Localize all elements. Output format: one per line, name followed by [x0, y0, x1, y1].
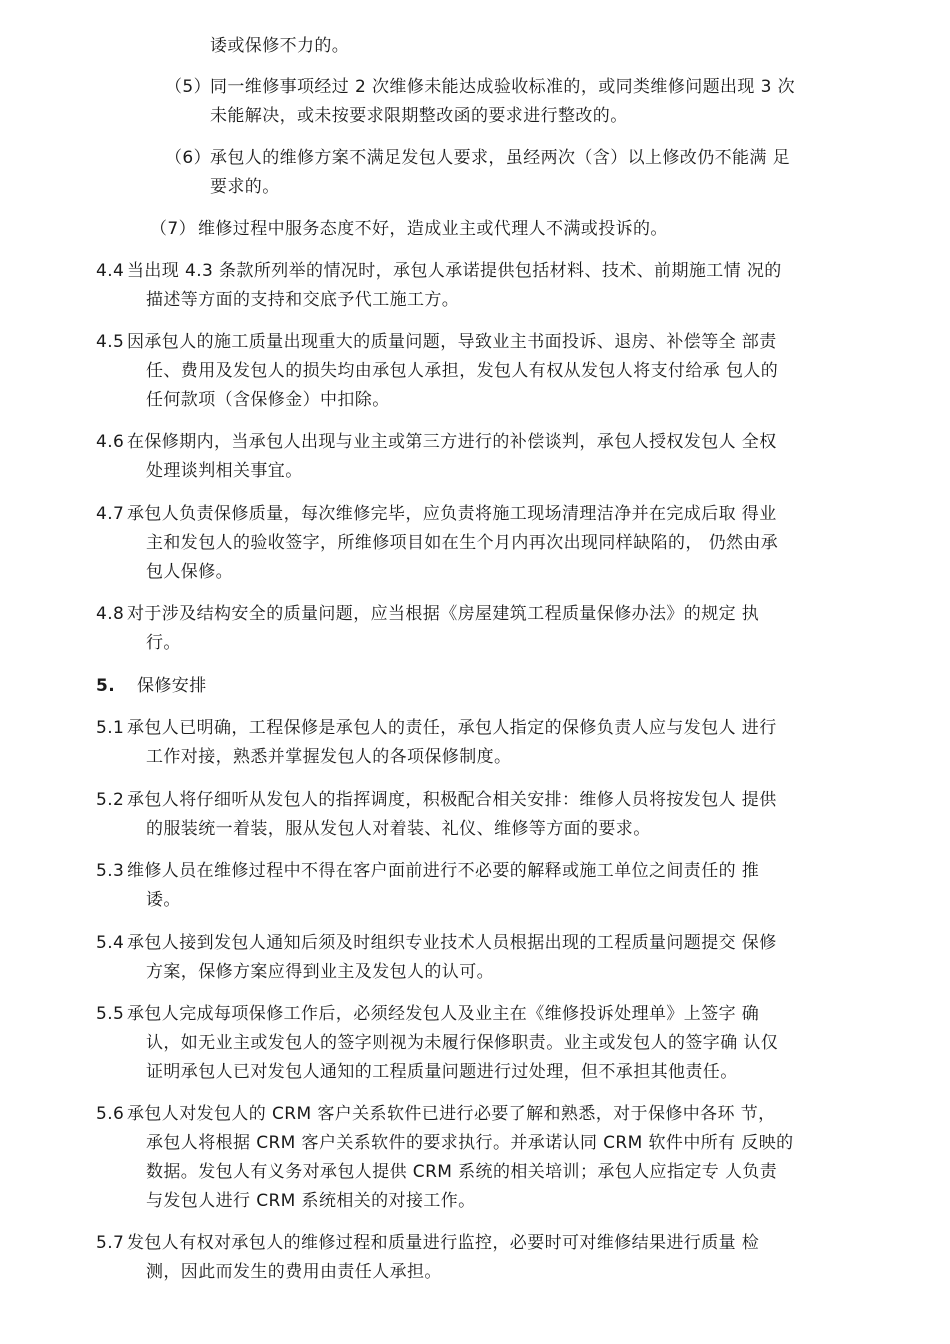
section-5-6-line-3: 数据。发包人有义务对承包人提供 CRM 系统的相关培训；承包人应指定专 人负责: [146, 1162, 778, 1182]
section-5-6-line-1: 承包人对发包人的 CRM 客户关系软件已进行必要了解和熟悉，对于保修中各环 节，: [127, 1104, 776, 1124]
section-5-5-line-2: 认，如无业主或发包人的签字则视为未履行保修职责。业主或发包人的签字确 认仅: [146, 1033, 779, 1053]
section-5-5-line-3: 证明承包人已对发包人通知的工程质量问题进行过处理，但不承担其他责任。: [146, 1062, 738, 1082]
list-item-5-number: （5）: [165, 77, 212, 97]
section-5-3-line-1: 维修人员在维修过程中不得在客户面前进行不必要的解释或施工单位之间责任的 推: [127, 861, 760, 881]
section-4-5-line-2: 任、费用及发包人的损失均由承包人承担，发包人有权从发包人将支付给承 包人的: [146, 361, 779, 381]
list-item-5-line-2: 未能解决，或未按要求限期整改函的要求进行整改的。: [210, 106, 628, 126]
section-4-5-line-1: 因承包人的施工质量出现重大的质量问题，导致业主书面投诉、退房、补偿等全 部责: [127, 332, 777, 352]
section-4-6-line-1: 在保修期内，当承包人出现与业主或第三方进行的补偿谈判，承包人授权发包人 全权: [127, 432, 777, 452]
list-item-6-number: （6）: [165, 148, 212, 168]
section-5-2-line-1: 承包人将仔细听从发包人的指挥调度，积极配合相关安排：维修人员将按发包人 提供: [127, 790, 777, 810]
section-5-4-number: 5.4: [96, 933, 125, 953]
section-5-7-line-1: 发包人有权对承包人的维修过程和质量进行监控，必要时可对维修结果进行质量 检: [127, 1233, 760, 1253]
section-4-6-line-2: 处理谈判相关事宜。: [146, 461, 303, 481]
section-5-3-line-2: 诿。: [146, 890, 181, 910]
section-5-3-number: 5.3: [96, 861, 125, 881]
section-5-1-number: 5.1: [96, 718, 125, 738]
list-item-6-line-1: 承包人的维修方案不满足发包人要求，虽经两次（含）以上修改仍不能满 足: [210, 148, 791, 168]
section-4-4-line-1: 当出现 4.3 条款所列举的情况时，承包人承诺提供包括材料、技术、前期施工情 况的: [127, 261, 782, 281]
section-5-4-line-2: 方案，保修方案应得到业主及发包人的认可。: [146, 962, 494, 982]
section-4-4-number: 4.4: [96, 261, 125, 281]
section-4-8-line-2: 行。: [146, 633, 181, 653]
section-5-7-number: 5.7: [96, 1233, 125, 1253]
section-5-7-line-2: 测，因此而发生的费用由责任人承担。: [146, 1262, 442, 1282]
section-5-2-line-2: 的服装统一着装，服从发包人对着装、礼仪、维修等方面的要求。: [146, 819, 651, 839]
section-5-2-number: 5.2: [96, 790, 125, 810]
list-item-7-line-1: 维修过程中服务态度不好，造成业主或代理人不满或投诉的。: [198, 219, 668, 239]
section-5-1-line-1: 承包人已明确，工程保修是承包人的责任，承包人指定的保修负责人应与发包人 进行: [127, 718, 777, 738]
section-4-7-line-3: 包人保修。: [146, 562, 233, 582]
section-5-4-line-1: 承包人接到发包人通知后须及时组织专业技术人员根据出现的工程质量问题提交 保修: [127, 933, 777, 953]
section-5-6-line-4: 与发包人进行 CRM 系统相关的对接工作。: [146, 1191, 476, 1211]
section-5-heading: 保修安排: [137, 676, 207, 696]
section-4-7-number: 4.7: [96, 504, 125, 524]
section-5-6-line-2: 承包人将根据 CRM 客户关系软件的要求执行。并承诺认同 CRM 软件中所有 反映的: [146, 1133, 794, 1153]
list-item-6-line-2: 要求的。: [210, 177, 280, 197]
section-4-5-line-3: 任何款项（含保修金）中扣除。: [146, 390, 390, 410]
section-4-7-line-1: 承包人负责保修质量，每次维修完毕，应负责将施工现场清理洁净并在完成后取 得业: [127, 504, 777, 524]
section-5-5-line-1: 承包人完成每项保修工作后，必须经发包人及业主在《维修投诉处理单》上签字 确: [127, 1004, 760, 1024]
section-4-8-line-1: 对于涉及结构安全的质量问题，应当根据《房屋建筑工程质量保修办法》的规定 执: [127, 604, 760, 624]
continuation-line: 诿或保修不力的。: [210, 36, 350, 56]
list-item-5-line-1: 同一维修事项经过 2 次维修未能达成验收标准的，或同类维修问题出现 3 次: [210, 77, 796, 97]
section-4-8-number: 4.8: [96, 604, 125, 624]
list-item-7-number: （7）: [150, 219, 197, 239]
section-4-5-number: 4.5: [96, 332, 125, 352]
section-5-heading-number: 5.: [96, 676, 116, 696]
section-5-1-line-2: 工作对接，熟悉并掌握发包人的各项保修制度。: [146, 747, 512, 767]
section-4-6-number: 4.6: [96, 432, 125, 452]
section-4-4-line-2: 描述等方面的支持和交底予代工施工方。: [146, 290, 460, 310]
section-5-6-number: 5.6: [96, 1104, 125, 1124]
section-4-7-line-2: 主和发包人的验收签字，所维修项目如在生个月内再次出现同样缺陷的， 仍然由承: [146, 533, 779, 553]
section-5-5-number: 5.5: [96, 1004, 125, 1024]
